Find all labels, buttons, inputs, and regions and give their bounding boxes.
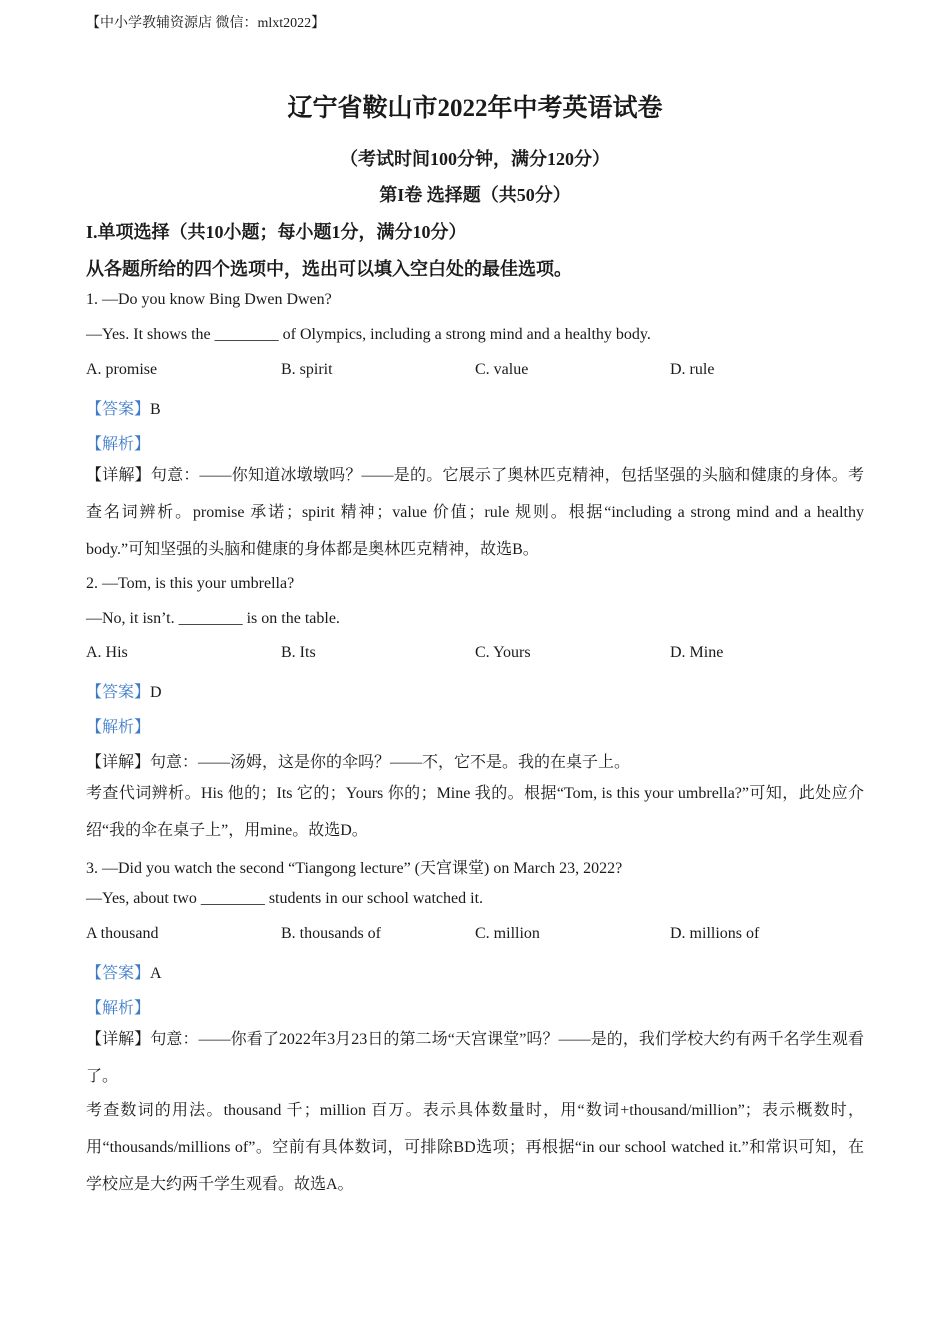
answer-tag: 【答案】 — [86, 684, 151, 701]
option-b: B. Its — [281, 644, 316, 661]
question-2-prompt: 2. —Tom, is this your umbrella? — [86, 575, 295, 592]
option-d: D. millions of — [670, 925, 760, 942]
option-b: B. spirit — [281, 361, 333, 378]
detail-paragraph: 考查数词的用法。thousand 千；million 百万。表示具体数量时，用“数词+thousand/million”；表示概数时，用“thousands/millions of”。空前有具体数词，可排除BD选项；再根据“in our school watched it.”和常识可知，在学校应是大约两千学生观看。故选A。 — [86, 1102, 864, 1193]
option-c: C. million — [475, 925, 540, 942]
option-c: C. Yours — [475, 644, 531, 661]
page-title: 辽宁省鞍山市2022年中考英语试卷 — [287, 95, 663, 122]
option-d: D. rule — [670, 361, 715, 378]
analysis-tag: 【解析】 — [86, 436, 151, 453]
question-3-response: —Yes, about two ________ students in our school watched it. — [86, 890, 484, 907]
option-d: D. Mine — [670, 644, 724, 661]
analysis-tag: 【解析】 — [86, 719, 151, 736]
exam-info: （考试时间100分钟，满分120分） — [340, 149, 610, 169]
question-3-prompt: 3. —Did you watch the second “Tiangong lecture” (天宫课堂) on March 23, 2022? — [86, 860, 623, 877]
answer-value: A — [150, 965, 162, 982]
option-a: A. His — [86, 644, 128, 661]
question-1-prompt: 1. —Do you know Bing Dwen Dwen? — [86, 291, 332, 308]
instruction: 从各题所给的四个选项中，选出可以填入空白处的最佳选项。 — [86, 259, 572, 279]
option-b: B. thousands of — [281, 925, 381, 942]
question-2-response: —No, it isn’t. ________ is on the table. — [86, 610, 340, 627]
part-title: 第I卷 选择题（共50分） — [379, 185, 571, 205]
section-title: I.单项选择（共10小题；每小题1分，满分10分） — [86, 222, 467, 242]
detail-paragraph: 考查代词辨析。His 他的；Its 它的；Yours 你的；Mine 我的。根据“Tom, is this your umbrella?”可知，此处应介绍“我的伞在桌子上”，用mine。故选D。 — [86, 785, 864, 839]
answer-value: D — [150, 684, 162, 701]
answer-line — [86, 960, 162, 983]
analysis-tag: 【解析】 — [86, 1000, 151, 1017]
header-note: 【中小学教辅资源店 微信：mlxt2022】 — [86, 16, 326, 31]
detail-paragraph: 【详解】句意：——你知道冰墩墩吗？——是的。它展示了奥林匹克精神，包括坚强的头脑和健康的身体。考查名词辨析。promise 承诺；spirit 精神；value 价值；rule 规则。根据“including a strong mind and a healthy body.”可知坚强的头脑和健康的身体都是奥林匹克精神，故选B。 — [86, 467, 864, 558]
answer-tag: 【答案】 — [86, 965, 151, 982]
option-c: C. value — [475, 361, 529, 378]
answer-line — [86, 679, 162, 702]
answer-value: B — [150, 401, 161, 418]
detail-line: 【详解】句意：——汤姆，这是你的伞吗？——不，它不是。我的在桌子上。 — [86, 754, 631, 771]
option-a: A thousand — [86, 925, 159, 942]
detail-paragraph: 【详解】句意：——你看了2022年3月23日的第二场“天宫课堂”吗？——是的，我们学校大约有两千名学生观看了。 — [86, 1031, 864, 1085]
question-1-response: —Yes. It shows the ________ of Olympics, including a strong mind and a healthy body. — [86, 326, 651, 343]
answer-tag: 【答案】 — [86, 401, 151, 418]
answer-line — [86, 396, 161, 419]
option-a: A. promise — [86, 361, 158, 378]
